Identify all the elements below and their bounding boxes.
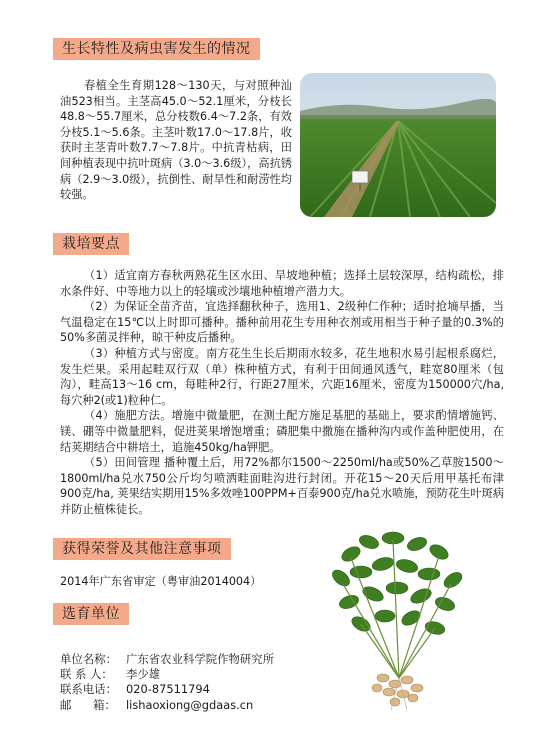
contact-value: 李少雄 [126, 667, 161, 682]
cultivation-paragraph-5: （5）田间管理 播种覆土后，用72%都尔1500～2250ml/ha或50%乙草胺1500～1800ml/ha兑水750公斤均匀喷洒畦面畦沟进行封闭。开花15～20天后用甲基托布津900克/ha, 荚果结实期用15%多效唑100PPM+百泰900克/ha兑水喷施，预防花生叶斑病并防止植株徒长。 [60, 456, 504, 516]
contact-key: 单位名称： [60, 652, 117, 666]
contact-key: 联 系 人： [60, 667, 113, 682]
contact-value: 广东省农业科学院作物研究所 [126, 652, 275, 666]
contact-row-email [60, 698, 274, 713]
contact-key: 邮 箱： [60, 697, 116, 712]
contact-row-phone [60, 682, 274, 697]
peanut-field-photo [300, 73, 496, 217]
plant-photo-image [321, 528, 477, 712]
honors-text: 2014年广东省审定（粤审油2014004） [60, 575, 262, 588]
field-photo-image [300, 73, 496, 217]
cultivation-paragraph-1: （1）适宜南方春秋两熟花生区水田、旱坡地种植；选择土层较深厚，结构疏松，排水条件好、中等地力以上的轻壤或沙壤地种植增产潜力大。 [60, 269, 504, 298]
section-title-traits: 生长特性及病虫害发生的情况 [53, 38, 260, 60]
cultivation-paragraph-4: （4）施肥方法。增施中微量肥，在测土配方施足基肥的基础上，要求酌情增施钙、镁、硼等中微量肥料，促进荚果增饱增重；磷肥集中撒施在播种沟内或作盖种肥使用，在结荚期结合中耕培土，追施450kg/ha钾肥。 [60, 409, 504, 454]
cultivation-paragraph-2: （2）为保证全苗齐苗，宜选择翻秋种子，选用1、2级种仁作种；适时抢墒早播，当气温稳定在15℃以上时即可播种。播种前用花生专用种衣剂或用相当于种子量的0.3%的50%多菌灵拌种，晾干种皮后播种。 [60, 300, 504, 345]
contact-row-person [60, 667, 274, 682]
cultivation-paragraph-3: （3）种植方式与密度。南方花生生长后期雨水较多，花生地积水易引起根系腐烂，发生烂果。采用起畦双行双（单）株种植方式，有利于田间通风透气，畦宽80厘米（包沟），畦高13～16 cm，每畦种2行，行距27厘米，穴距16厘米，密度为150000穴/ha,每穴种2(或1)粒种仁。 [60, 346, 504, 407]
contact-value: lishaoxiong@gdaas.cn [126, 697, 254, 712]
contact-row-unit [60, 652, 274, 667]
traits-text: 春植全生育期128～130天，与对照种汕油523相当。主茎高45.0～52.1厘米，分枝长48.8～55.7厘米，总分枝数6.4～7.2条，有效分枝5.1～5.6条。主茎叶数17.0～17.8片，收获时主茎青叶数7.7～7.8片。中抗青枯病，田间种植表现中抗叶斑病（3.0～3.6级），高抗锈病（2.9～3.0级），抗倒性、耐旱性和耐涝性均较强。 [60, 79, 292, 202]
contact-key: 联系电话： [60, 682, 117, 697]
cultivation-body [60, 268, 504, 518]
breeder-contact-list [60, 652, 274, 713]
section-title-honors: 获得荣誉及其他注意事项 [53, 538, 231, 560]
contact-value: 020-87511794 [126, 682, 210, 697]
peanut-plant-photo [321, 528, 477, 712]
section-title-cultivation: 栽培要点 [53, 233, 129, 255]
section-title-breeder: 选育单位 [53, 603, 129, 625]
